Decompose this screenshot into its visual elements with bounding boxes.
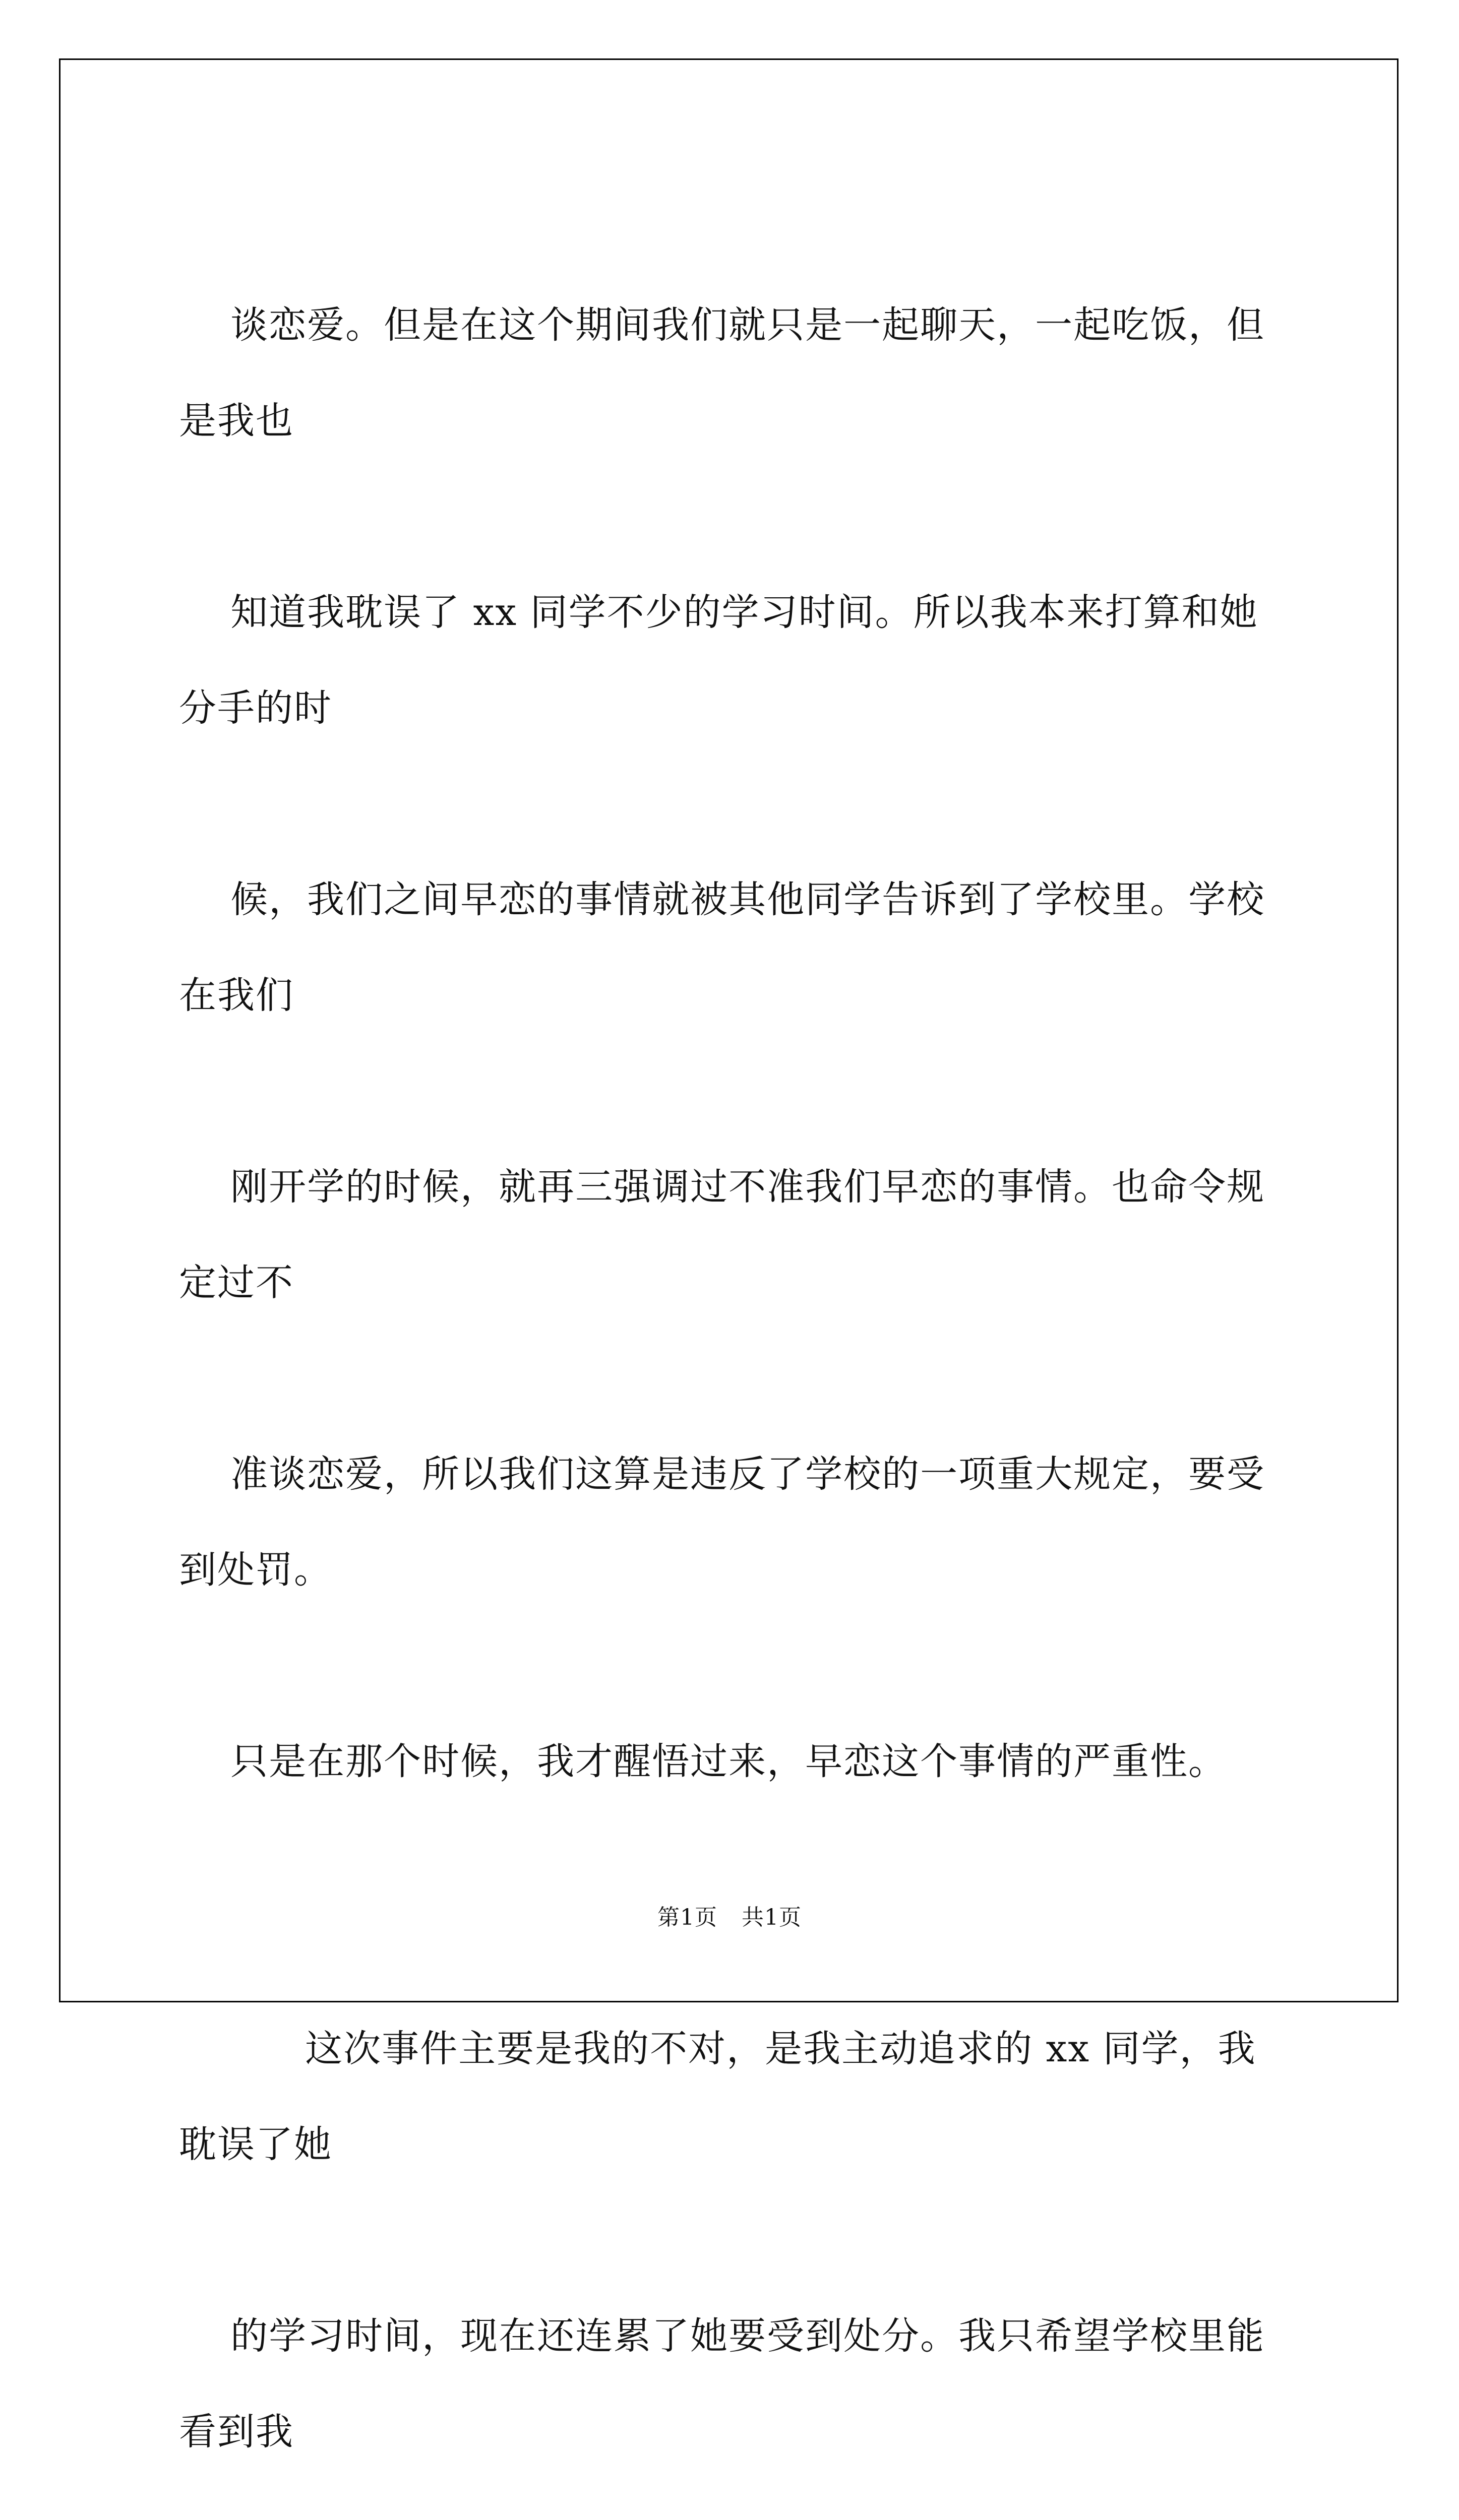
paragraph	[179, 1905, 1288, 2520]
text-line: 谈恋爱。但是在这个期间我们就只是一起聊天，一起吃饭，但是我也	[179, 303, 1265, 443]
text-line: 准谈恋爱，所以我们这算是违反了学校的一项重大规定，要受到处罚。	[179, 1453, 1265, 1592]
page-number-current: 第1页	[657, 1905, 717, 1930]
page-number-total: 共1页	[742, 1905, 802, 1930]
document-body	[179, 181, 1288, 2520]
text-line: 的学习时间，现在还连累了她要受到处分。我只希望学校里能看到我	[179, 2314, 1265, 2453]
text-line: 只是在那个时候，我才醒悟过来，早恋这个事情的严重性。	[230, 1740, 1227, 1783]
text-line: 刚开学的时候，就再三强调过不准我们早恋的事情。也命令规定过不	[179, 1165, 1265, 1304]
page-footer	[0, 1903, 1459, 1933]
text-line: 这次事件主要是我的不对，是我主动追求的 xx 同学，我耽误了她	[179, 2027, 1256, 2166]
paragraph	[179, 181, 1288, 1905]
text-line: 知道我耽误了 xx 同学不少的学习时间。所以我本来打算和她分手的时	[179, 591, 1258, 730]
text-line: 候，我们之间早恋的事情就被其他同学告诉到了学校里。学校在我们	[179, 878, 1265, 1017]
